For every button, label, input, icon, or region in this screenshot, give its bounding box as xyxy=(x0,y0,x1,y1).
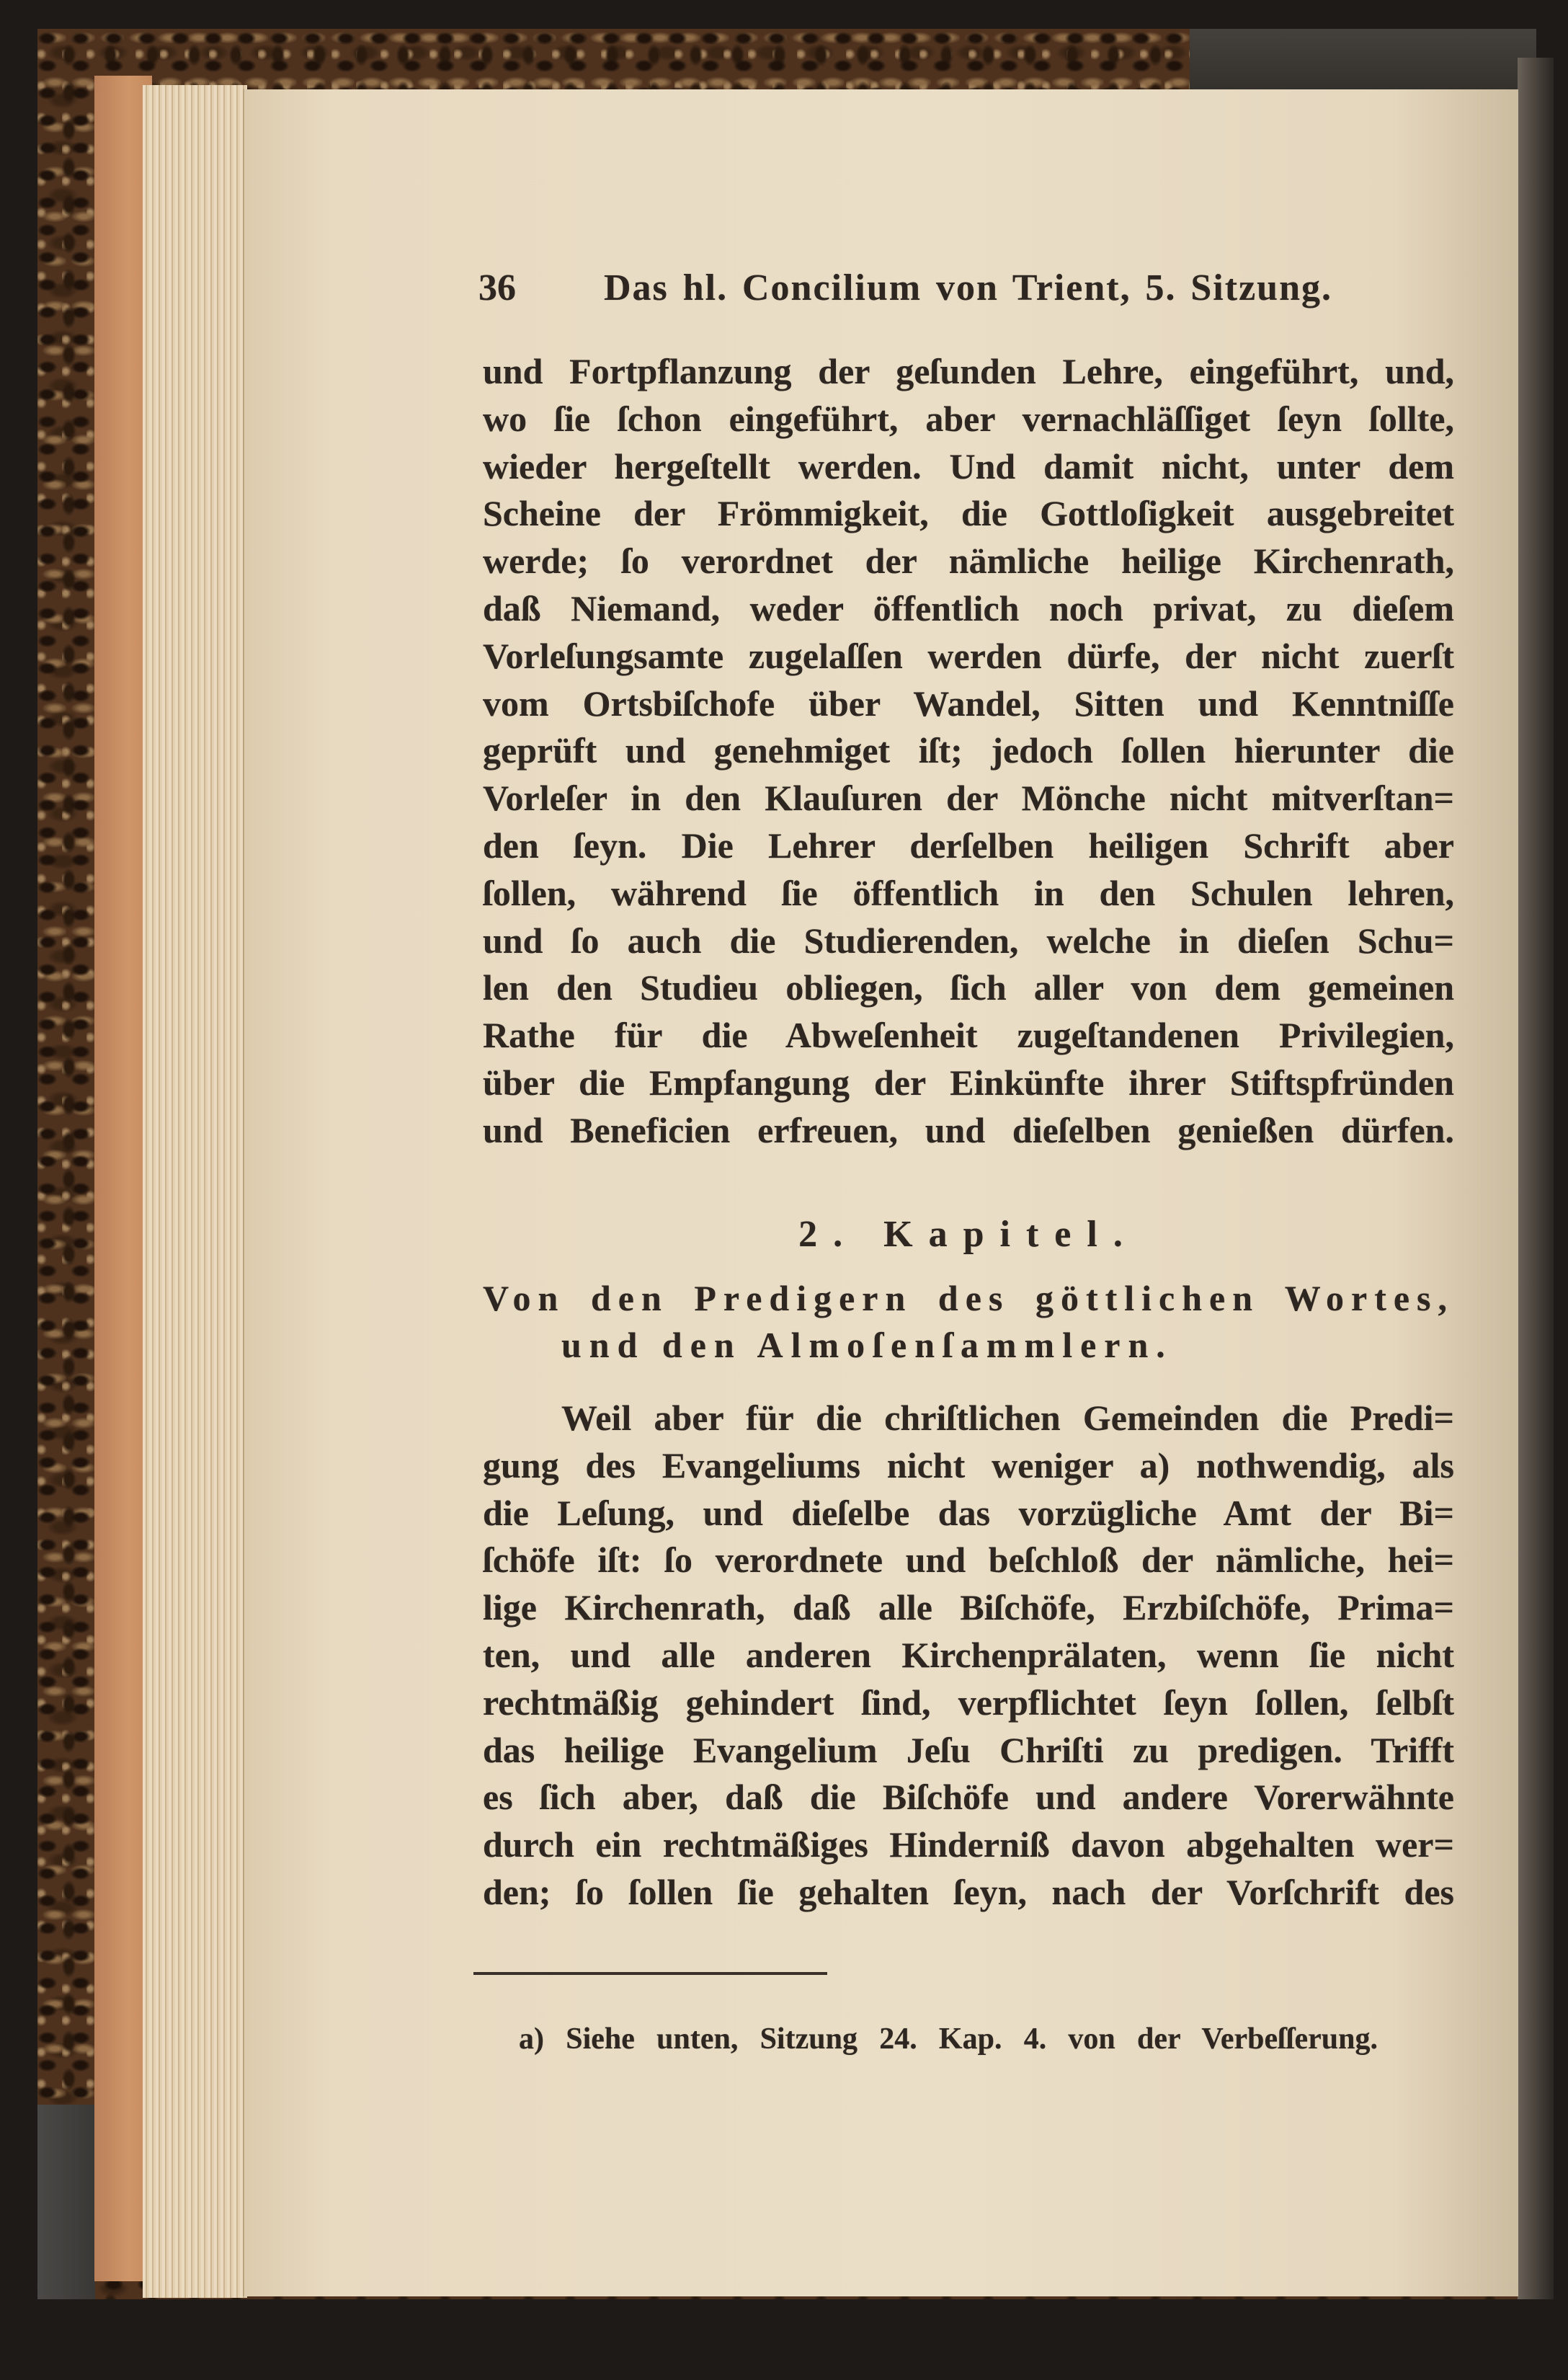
text-line: ſchöfe iſt: ſo verordnete und beſchloß der nämliche, hei= xyxy=(483,1540,1454,1581)
paragraph-1 xyxy=(483,348,1454,1155)
chapter-subtitle-line: Von den Predigern des göttlichen Wortes, xyxy=(483,1278,1454,1318)
text-line: es ſich aber, daß die Biſchöfe und andere Vorerwähnte xyxy=(483,1777,1454,1818)
text-line: lige Kirchenrath, daß alle Biſchöfe, Erzbiſchöfe, Prima= xyxy=(483,1587,1454,1628)
facing-page-edge xyxy=(1518,58,1554,2299)
text-line: wieder hergeſtellt werden. Und damit nicht, unter dem xyxy=(483,445,1454,487)
text-line: len den Studieu obliegen, ſich aller von dem gemeinen xyxy=(483,967,1454,1008)
text-line: wo ſie ſchon eingeführt, aber vernachläſſiget ſeyn ſollte, xyxy=(483,398,1454,439)
page-edges xyxy=(143,85,247,2298)
text-line: Scheine der Frömmigkeit, die Gottloſigkeit ausgebreitet xyxy=(483,493,1454,534)
text-line: den; ſo ſollen ſie gehalten ſeyn, nach der Vorſchrift des xyxy=(483,1871,1454,1912)
running-title: Das hl. Concilium von Trient, 5. Sitzung. xyxy=(604,267,1332,308)
text-line: ſollen, während ſie öffentlich in den Schulen lehren, xyxy=(483,872,1454,913)
cover-corner xyxy=(37,2105,95,2299)
text-line: und ſo auch die Studierenden, welche in dieſen Schu= xyxy=(483,920,1454,961)
cover-spine-strip xyxy=(1190,29,1536,94)
footnote: a) Siehe unten, Sitzung 24. Kap. 4. von der Verbeſſerung. xyxy=(519,2022,1378,2056)
text-line: über die Empfangung der Einkünfte ihrer Stiftspfründen xyxy=(483,1062,1454,1103)
footnote-divider xyxy=(473,1972,827,1975)
text-line: Rathe für die Abweſenheit zugeſtandenen Privilegien, xyxy=(483,1015,1454,1056)
text-line: Weil aber für die chriſtlichen Gemeinden die Predi= xyxy=(561,1398,1454,1438)
text-line: Vorleſer in den Klauſuren der Mönche nicht mitverſtan= xyxy=(483,778,1454,819)
text-line: durch ein rechtmäßiges Hinderniß davon abgehalten wer= xyxy=(483,1824,1454,1865)
text-line: und Fortpflanzung der geſunden Lehre, eingeführt, und, xyxy=(483,351,1454,391)
text-line: und Beneficien erfreuen, und dieſelben genießen dürfen. xyxy=(483,1109,1454,1150)
text-line: den ſeyn. Die Lehrer derſelben heiligen Schrift aber xyxy=(483,825,1454,866)
text-line: geprüft und genehmiget iſt; jedoch ſollen hierunter die xyxy=(483,730,1454,771)
text-line: gung des Evangeliums nicht weniger a) nothwendig, als xyxy=(483,1444,1454,1486)
text-line: daß Niemand, weder öffentlich noch privat, zu dieſem xyxy=(483,587,1454,629)
text-line: Vorleſungsamte zugelaſſen werden dürfe, der nicht zuerſt xyxy=(483,635,1454,676)
text-line: ten, und alle anderen Kirchenprälaten, wenn ſie nicht xyxy=(483,1634,1454,1675)
text-line: das heilige Evangelium Jeſu Chriſti zu predigen. Trifft xyxy=(483,1729,1454,1770)
paragraph-2 xyxy=(483,1395,1454,1917)
text-line: werde; ſo verordnet der nämliche heilige Kirchenrath, xyxy=(483,541,1454,582)
text-line: rechtmäßig gehindert ſind, verpflichtet ſeyn ſollen, ſelbſt xyxy=(483,1682,1454,1723)
text-line: vom Ortsbiſchofe über Wandel, Sitten und Kenntniſſe xyxy=(483,683,1454,724)
chapter-subtitle-line: und den Almoſenſammlern. xyxy=(561,1325,1173,1365)
chapter-heading: 2. Kapitel. xyxy=(798,1214,1139,1255)
text-line: die Leſung, und dieſelbe das vorzügliche Amt der Bi= xyxy=(483,1492,1454,1533)
page-number: 36 xyxy=(478,267,516,308)
